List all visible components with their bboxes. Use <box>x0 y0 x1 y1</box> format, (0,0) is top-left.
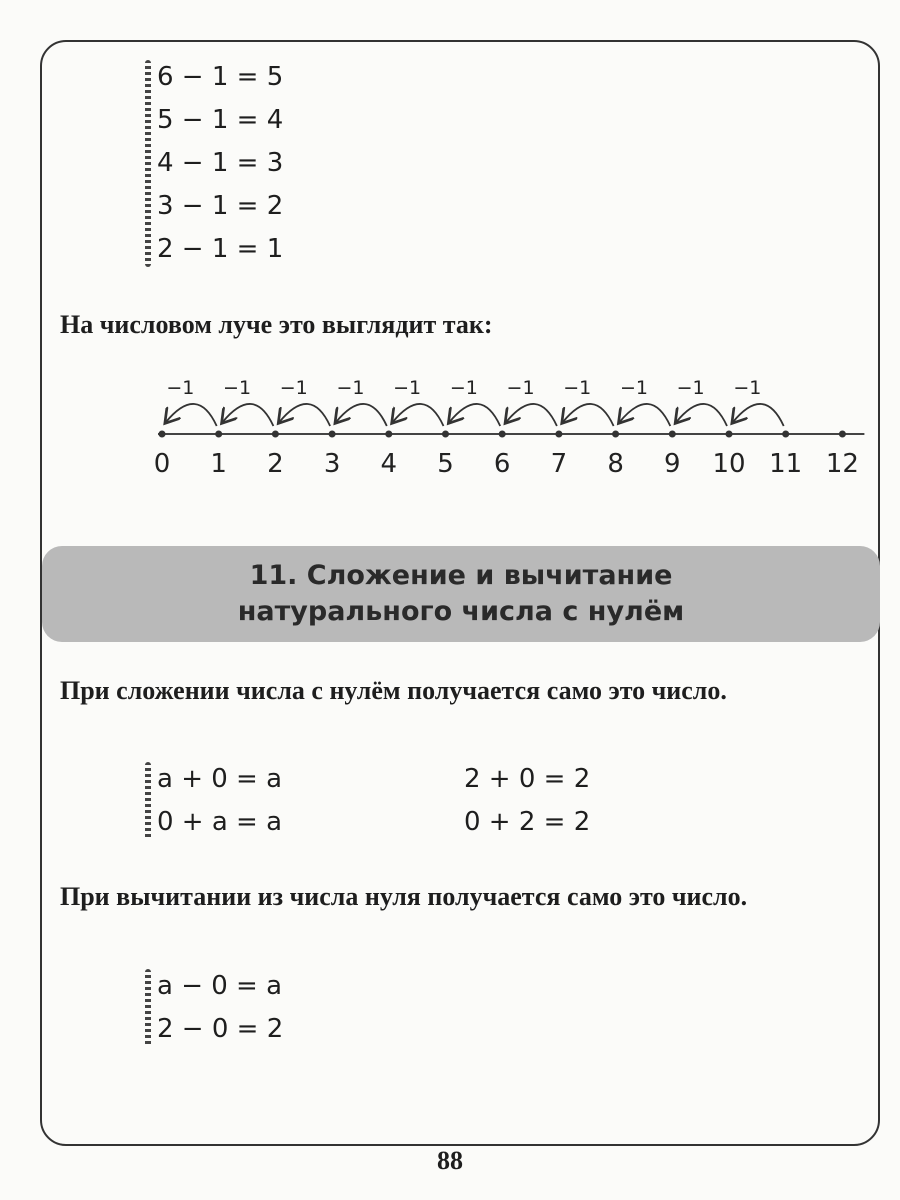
top-equations <box>145 56 283 271</box>
jump-label: −1 <box>393 377 422 399</box>
jump-label: −1 <box>279 377 308 399</box>
tick-label: 9 <box>664 449 681 479</box>
tick-point <box>272 431 279 438</box>
jump-label: −1 <box>223 377 252 399</box>
jump-label: −1 <box>506 377 535 399</box>
equation: 4 − 1 = 3 <box>157 148 284 178</box>
subtraction-equations <box>145 965 283 1051</box>
tick-label: 11 <box>769 449 803 479</box>
jump-label: −1 <box>733 377 762 399</box>
number-line-intro: На числовом луче это выглядит так: <box>60 310 493 339</box>
jump-label: −1 <box>449 377 478 399</box>
tick-point <box>726 431 733 438</box>
jump-arrow <box>620 404 671 426</box>
tick-point <box>215 431 222 438</box>
equation: 5 − 1 = 4 <box>157 105 284 135</box>
equation: 3 − 1 = 2 <box>157 191 284 221</box>
jump-label: −1 <box>336 377 365 399</box>
equation: 2 − 1 = 1 <box>157 234 284 264</box>
jump-arrow <box>733 404 784 426</box>
jump-label: −1 <box>676 377 705 399</box>
jump-label: −1 <box>166 377 195 399</box>
tick-point <box>555 431 562 438</box>
section-heading <box>42 546 880 642</box>
jump-arrow <box>563 404 614 426</box>
tick-point <box>159 431 166 438</box>
tick-label: 8 <box>607 449 624 479</box>
rule-addition: При сложении числа с нулём получается само это число. <box>60 676 727 705</box>
tick-label: 12 <box>825 449 859 479</box>
equation: 0 + 2 = 2 <box>464 807 591 837</box>
jump-arrow <box>676 404 727 426</box>
jump-label: −1 <box>563 377 592 399</box>
tick-label: 3 <box>323 449 341 479</box>
equation: 6 − 1 = 5 <box>157 62 284 92</box>
jump-arrow <box>223 404 274 426</box>
number-line <box>0 360 900 490</box>
tick-label: 10 <box>712 449 746 479</box>
equation: 2 + 0 = 2 <box>464 764 591 794</box>
page-number: 88 <box>437 1146 463 1175</box>
tick-label: 6 <box>493 449 511 479</box>
jump-arrow <box>450 404 501 426</box>
tick-label: 2 <box>267 449 284 479</box>
tick-point <box>385 431 392 438</box>
jump-arrow <box>393 404 444 426</box>
tick-point <box>669 431 676 438</box>
tick-label: 7 <box>550 449 568 479</box>
jump-arrow <box>506 404 557 426</box>
tick-point <box>612 431 619 438</box>
jump-arrow <box>166 404 217 426</box>
tick-point <box>839 431 846 438</box>
addition-equations-general <box>145 758 282 844</box>
tick-label: 4 <box>380 449 398 479</box>
rule-subtraction: При вычитании из числа нуля получается само это число. <box>60 882 748 911</box>
jump-arrow <box>279 404 330 426</box>
equation: 0 + a = a <box>157 807 283 837</box>
section-title-line1: 11. Сложение и вычитание <box>249 560 673 591</box>
jump-arrow <box>336 404 387 426</box>
tick-label: 5 <box>437 449 454 479</box>
tick-label: 1 <box>210 449 227 479</box>
tick-point <box>782 431 789 438</box>
addition-equations-example <box>452 758 590 844</box>
equation: a − 0 = a <box>157 971 283 1001</box>
tick-point <box>329 431 336 438</box>
tick-point <box>499 431 506 438</box>
tick-label: 0 <box>153 449 171 479</box>
section-title-line2: натурального числа с нулём <box>237 596 685 627</box>
equation: a + 0 = a <box>157 764 283 794</box>
equation: 2 − 0 = 2 <box>157 1014 284 1044</box>
tick-point <box>442 431 449 438</box>
jump-label: −1 <box>619 377 648 399</box>
